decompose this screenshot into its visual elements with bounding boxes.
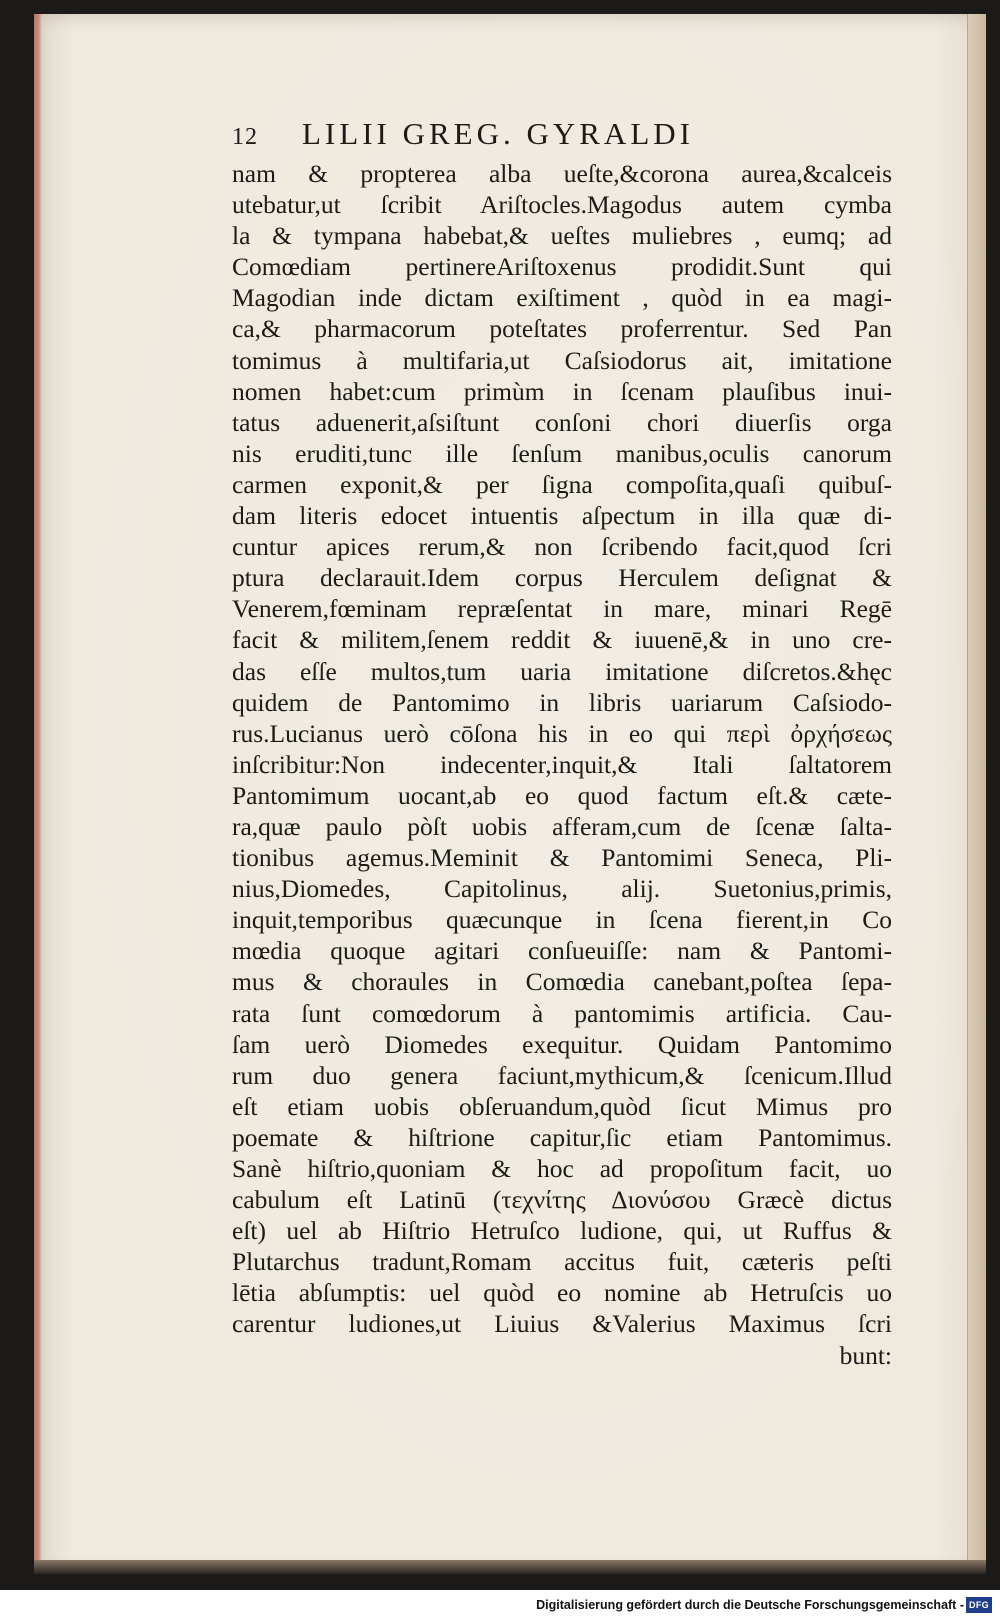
running-head: LILII GREG. GYRALDI — [302, 116, 694, 151]
funding-notice: Digitalisierung gefördert durch die Deutsche Forschungsgemeinschaft - — [536, 1598, 964, 1612]
text-line: lētia abſumptis: uel quòd eo nomine ab Hetruſcis uo — [232, 1278, 892, 1308]
dfg-logo-icon: DFG — [966, 1597, 992, 1613]
text-line: rum duo genera faciunt,mythicum,& ſcenicum.Illud — [232, 1060, 892, 1090]
text-line: Magodian inde dictam exiſtiment , quòd in ea magi- — [232, 283, 892, 313]
text-line: ptura declarauit.Idem corpus Herculem deſignat & — [232, 563, 892, 593]
text-line: Pantomimum uocant,ab eo quod factum eſt.& cæte- — [232, 780, 892, 810]
page-number: 12 — [232, 124, 258, 150]
page-bottom-shadow — [34, 1560, 986, 1574]
text-line: carentur ludiones,ut Liuius &Valerius Maximus ſcri — [232, 1309, 892, 1339]
page-text — [232, 118, 892, 1371]
page-header — [232, 118, 892, 158]
text-line: la & tympana habebat,& ueſtes muliebres , eumq; ad — [232, 221, 892, 251]
text-line: carmen exponit,& per ſigna compoſita,quaſi quibuſ- — [232, 469, 892, 499]
digitization-footer — [0, 1590, 1000, 1623]
text-line: nius,Diomedes, Capitolinus, alij. Suetonius,primis, — [232, 874, 892, 904]
text-line: nomen habet:cum primùm in ſcenam plauſibus inui- — [232, 376, 892, 406]
text-line: tomimus à multifaria,ut Caſsiodorus ait, imitatione — [232, 345, 892, 375]
text-line: Comœdiam pertinereAriſtoxenus prodidit.Sunt qui — [232, 252, 892, 282]
text-line: quidem de Pantomimo in libris uariarum Caſsiodo- — [232, 687, 892, 717]
text-line: cuntur apices rerum,& non ſcribendo facit,quod ſcri — [232, 532, 892, 562]
text-line: cabulum eſt Latinū (τεχνίτης Διονύσου Græcè dictus — [232, 1185, 892, 1215]
text-line: Plutarchus tradunt,Romam accitus fuit, cæteris peſti — [232, 1247, 892, 1277]
text-line: poemate & hiſtrione capitur,ſic etiam Pantomimus. — [232, 1122, 892, 1152]
catchword: bunt: — [839, 1340, 892, 1370]
text-line: Venerem,fœminam repræſentat in mare, minari Regē — [232, 594, 892, 624]
text-line: nis eruditi,tunc ille ſenſum manibus,oculis canorum — [232, 438, 892, 468]
text-line: mœdia quoque agitari conſueuiſſe: nam & Pantomi- — [232, 936, 892, 966]
text-line: nam & propterea alba ueſte,&corona aurea,&calceis — [232, 159, 892, 188]
text-line: dam literis edocet intuentis aſpectum in illa quæ di- — [232, 501, 892, 531]
text-line: rata ſunt comœdorum à pantomimis artificia. Cau- — [232, 998, 892, 1028]
text-line: ſam uerò Diomedes exequitur. Quidam Pantomimo — [232, 1029, 892, 1059]
text-line: ca,& pharmacorum poteſtates proferrentur. Sed Pan — [232, 314, 892, 344]
text-line: ra,quæ paulo pòſt uobis afferam,cum de ſcenæ ſalta- — [232, 811, 892, 841]
text-line: inſcribitur:Non indecenter,inquit,& Itali ſaltatorem — [232, 749, 892, 779]
text-line: Sanè hiſtrio,quoniam & hoc ad propoſitum facit, uo — [232, 1154, 892, 1183]
text-line: utebatur,ut ſcribit Ariſtocles.Magodus autem cymba — [232, 190, 892, 220]
text-line: facit & militem,ſenem reddit & iuuenē,& in uno cre- — [232, 625, 892, 655]
text-line: das eſſe multos,tum uaria imitatione diſcretos.&hęc — [232, 656, 892, 686]
text-line: eſt etiam uobis obſeruandum,quòd ſicut Mimus pro — [232, 1091, 892, 1121]
binding-edge — [34, 14, 42, 1574]
text-line: tionibus agemus.Meminit & Pantomimi Seneca, Pli- — [232, 843, 892, 873]
text-line: eſt) uel ab Hiſtrio Hetruſco ludione, qui, ut Ruffus & — [232, 1216, 892, 1246]
text-line: inquit,temporibus quæcunque in ſcena fierent,in Co — [232, 905, 892, 935]
text-line: tatus aduenerit,aſsiſtunt conſoni chori diuerſis orga — [232, 407, 892, 437]
text-line: rus.Lucianus uerò cōſona his in eo qui περὶ ὀρχήσεως — [232, 718, 892, 748]
text-line: mus & choraules in Comœdia canebant,poſtea ſepa- — [232, 967, 892, 997]
page-edge — [967, 14, 986, 1574]
